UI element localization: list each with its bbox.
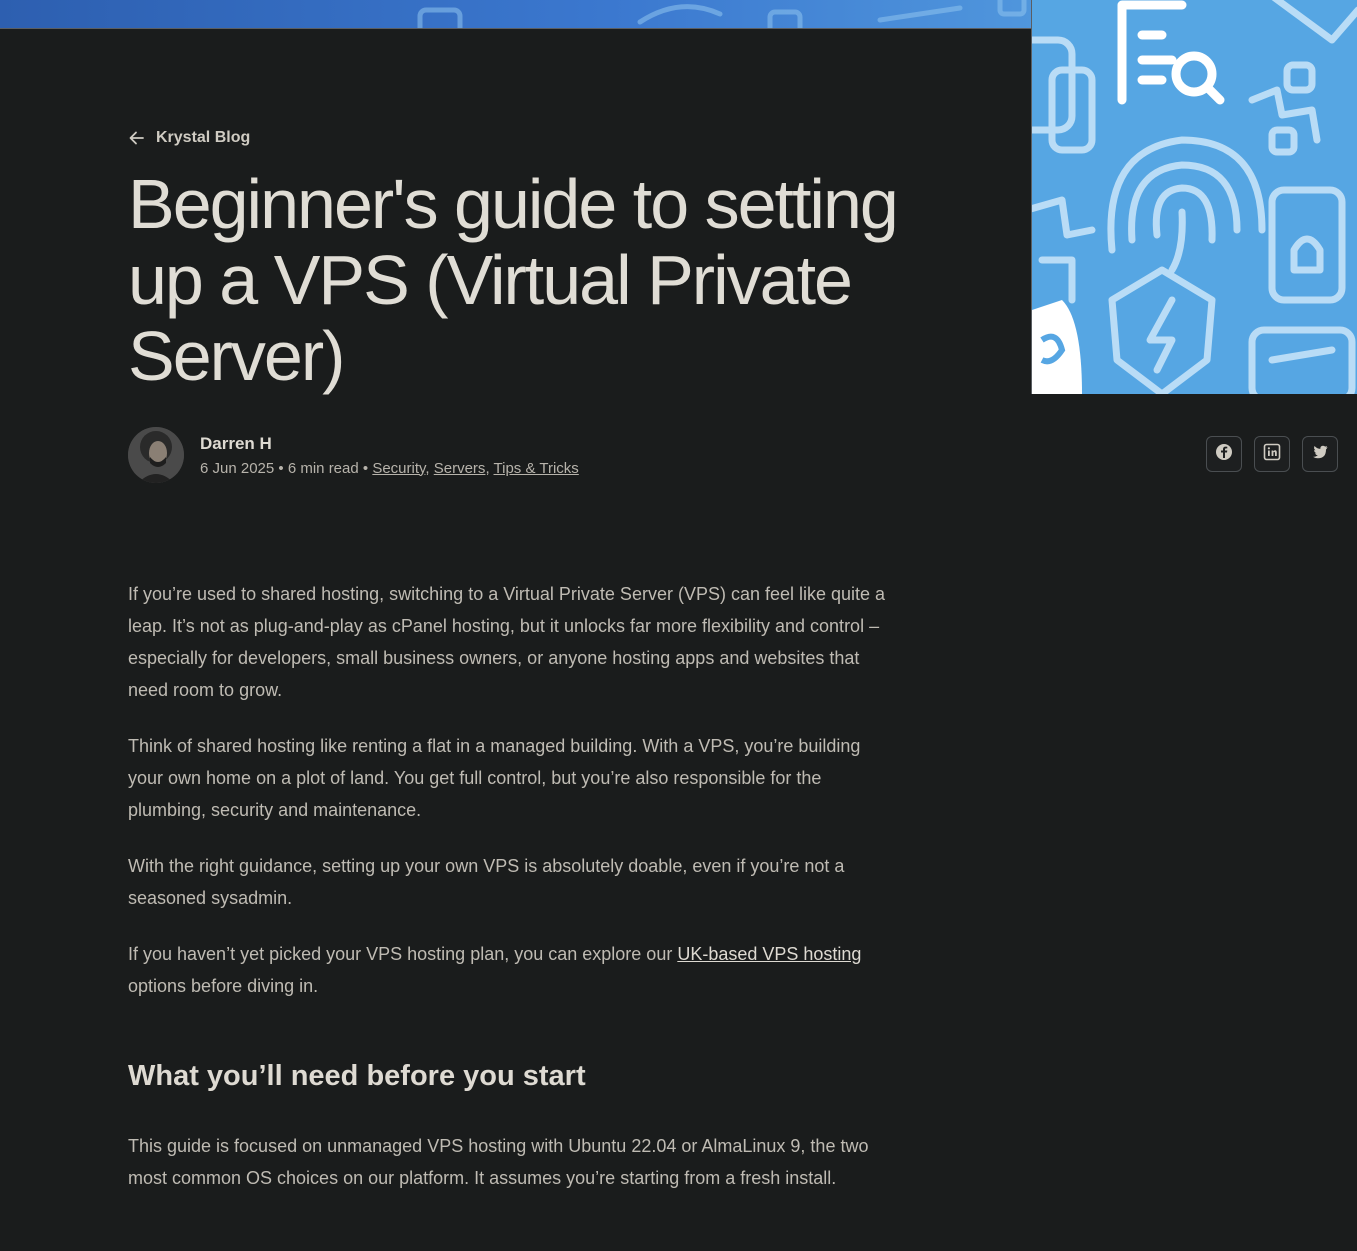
meta-separator: •	[278, 459, 284, 477]
hero-illustration	[1031, 0, 1357, 394]
post-meta: 6 Jun 2025 • 6 min read • Security, Servers, Tips & Tricks	[200, 459, 579, 477]
arrow-left-icon	[128, 129, 146, 147]
meta-separator: •	[362, 459, 369, 477]
article-paragraph: This guide is focused on unmanaged VPS hosting with Ubuntu 22.04 or AlmaLinux 9, the two most common OS choices on our platform. It assumes you’re starting from a fresh install.	[128, 1136, 869, 1188]
share-facebook-button[interactable]	[1206, 436, 1242, 472]
post-date: 6 Jun 2025	[200, 459, 275, 477]
facebook-icon	[1215, 443, 1233, 466]
author-name: Darren H	[200, 433, 272, 453]
author-byline	[128, 427, 579, 483]
back-to-blog-link[interactable]	[128, 125, 250, 151]
section-heading: What you’ll need before you start	[128, 1060, 586, 1092]
article-paragraph	[128, 938, 896, 1002]
avatar	[128, 427, 184, 483]
category-link-tips-tricks[interactable]: Tips & Tricks	[493, 459, 579, 477]
linkedin-icon	[1263, 443, 1281, 466]
paragraph-text: If you haven’t yet picked your VPS hosting plan, you can explore our	[128, 944, 678, 964]
page-title: Beginner's guide to setting up a VPS (Virtual Private Server)	[128, 165, 897, 395]
read-time: 6 min read	[287, 459, 359, 477]
category-link-security[interactable]: Security	[372, 459, 426, 477]
share-twitter-button[interactable]	[1302, 436, 1338, 472]
article-paragraph: Think of shared hosting like renting a flat in a managed building. With a VPS, you’re building your own home on a plot of land. You get full control, but you’re also responsible for the plumbing, security and maintenance.	[128, 736, 861, 820]
share-linkedin-button[interactable]	[1254, 436, 1290, 472]
back-link-label: Krystal Blog	[156, 129, 251, 146]
vps-hosting-link[interactable]: UK-based VPS hosting	[677, 944, 862, 964]
article-paragraph: If you’re used to shared hosting, switching to a Virtual Private Server (VPS) can feel like quite a leap. It’s not as plug-and-play as cPanel hosting, but it unlocks far more flexibility and control – especially for developers, small business owners, or anyone hosting apps and websites that need room to grow.	[128, 584, 886, 700]
article-paragraph: With the right guidance, setting up your own VPS is absolutely doable, even if you’re not a seasoned sysadmin.	[128, 856, 845, 908]
share-buttons	[1206, 436, 1338, 472]
paragraph-text: options before diving in.	[128, 976, 319, 996]
twitter-icon	[1311, 443, 1329, 466]
category-link-servers[interactable]: Servers	[433, 459, 486, 477]
article-body	[128, 578, 896, 1218]
